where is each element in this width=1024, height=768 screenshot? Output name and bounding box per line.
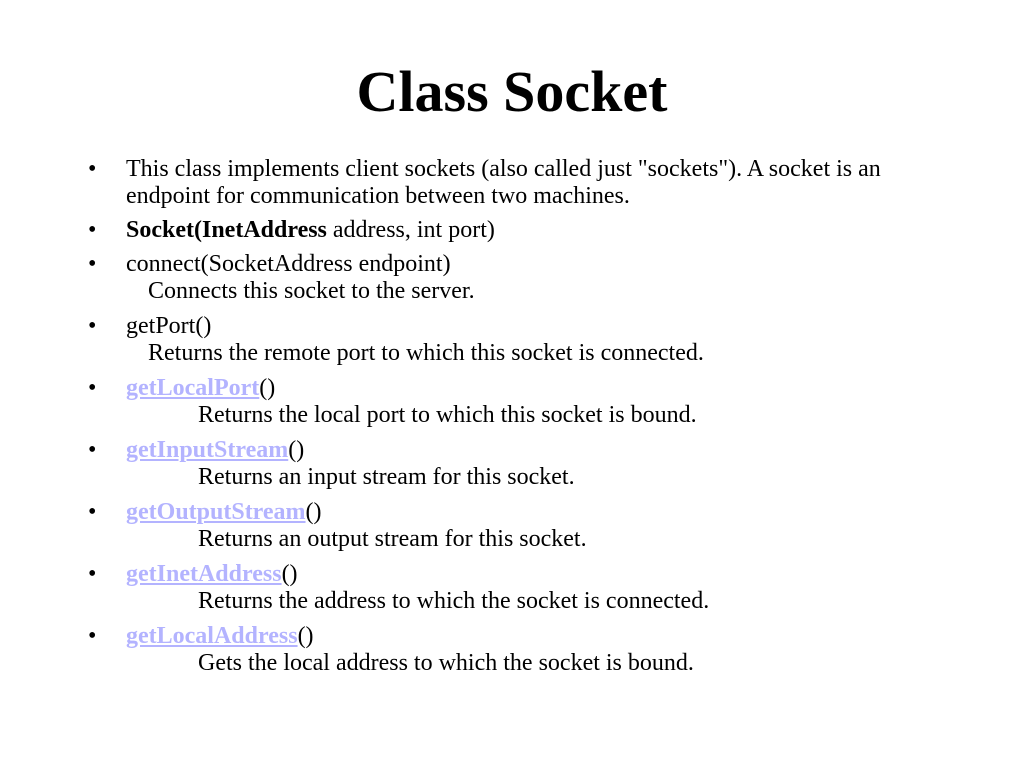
method-description: Returns the address to which the socket is connected. [198,588,710,614]
list-item [88,156,926,210]
bullet-list [88,156,926,685]
constructor-signature-bold: Socket(InetAddress [126,217,327,243]
bullet-icon: • [88,156,97,182]
method-signature: getPort() [126,313,212,339]
method-description: Connects this socket to the server. [148,278,475,304]
bullet-icon: • [88,313,97,339]
constructor-signature-rest: address, int port) [326,217,495,243]
list-item [88,437,926,491]
description-text: This class implements client sockets (also called just "sockets"). A socket is an endpoint for communication between two machines. [126,156,881,209]
method-parens: () [305,499,322,525]
method-description: Returns the remote port to which this socket is connected. [148,340,704,366]
method-link-getlocaladdress[interactable]: getLocalAddress [126,623,298,649]
slide-title: Class Socket [356,59,668,124]
method-parens: () [281,561,298,587]
method-link-getlocalport[interactable]: getLocalPort [126,375,260,401]
method-parens: () [288,437,305,463]
bullet-icon: • [88,437,97,463]
method-signature: connect(SocketAddress endpoint) [126,251,451,277]
bullet-icon: • [88,623,97,649]
list-item [88,251,926,305]
bullet-icon: • [88,499,97,525]
method-parens: () [297,623,314,649]
method-link-getinputstream[interactable]: getInputStream [126,437,289,463]
method-description: Returns an output stream for this socket. [198,526,587,552]
method-description: Returns the local port to which this socket is bound. [198,402,697,428]
method-description: Returns an input stream for this socket. [198,464,575,490]
bullet-icon: • [88,251,97,277]
bullet-icon: • [88,217,97,243]
method-parens: () [259,375,276,401]
method-link-getinetaddress[interactable]: getInetAddress [126,561,282,587]
method-link-getoutputstream[interactable]: getOutputStream [126,499,306,525]
list-item [88,313,926,367]
method-description: Gets the local address to which the socket is bound. [198,650,694,676]
list-item [88,217,926,244]
list-item [88,623,926,677]
bullet-icon: • [88,561,97,587]
list-item [88,499,926,553]
list-item [88,375,926,429]
bullet-icon: • [88,375,97,401]
list-item [88,561,926,615]
